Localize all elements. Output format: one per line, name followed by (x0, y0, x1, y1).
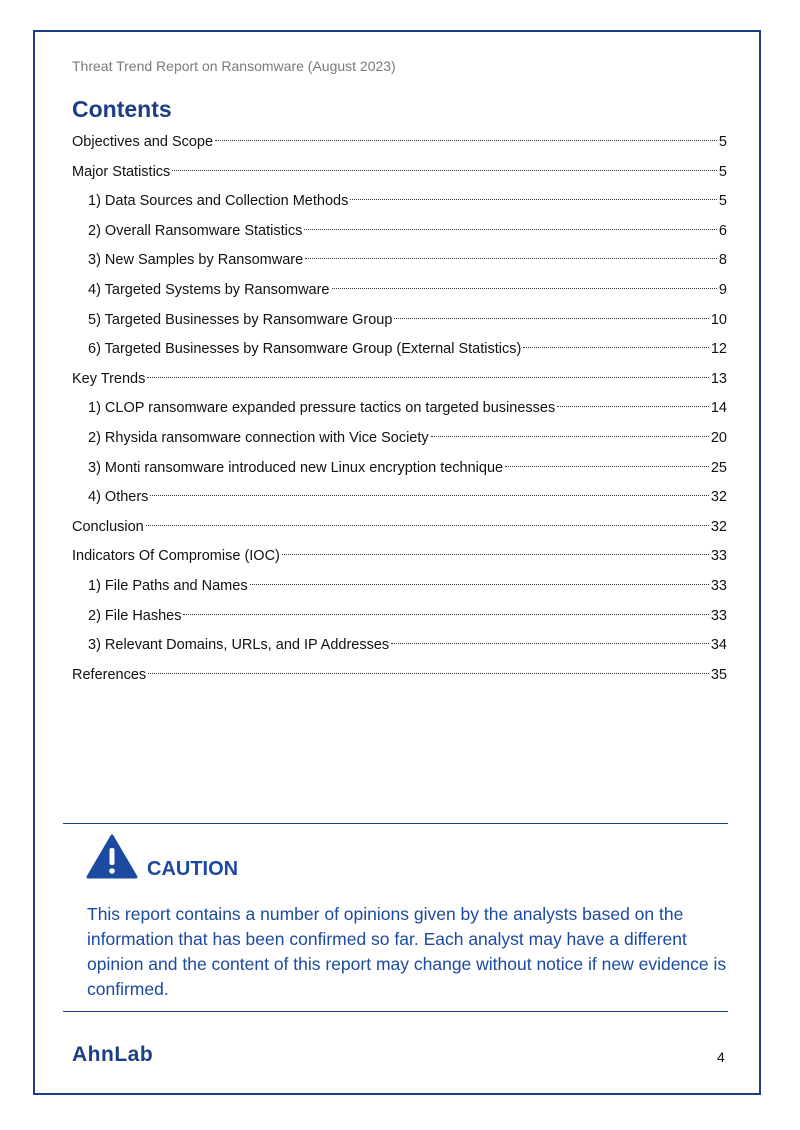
toc-leader (304, 229, 717, 230)
toc-label: 2) File Hashes (88, 607, 182, 624)
toc-leader (147, 377, 709, 378)
toc-entry[interactable] (72, 542, 727, 572)
toc-label: Objectives and Scope (72, 134, 214, 150)
toc-leader (215, 140, 717, 141)
toc-entry[interactable] (72, 365, 727, 395)
toc-subentry[interactable] (72, 217, 727, 247)
toc-label: 4) Targeted Systems by Ransomware (88, 281, 330, 298)
toc-page-number: 33 (710, 577, 727, 594)
contents-title: Contents (72, 96, 172, 122)
caution-body-text: This report contains a number of opinions given by the analysts based on the information that has been confirmed so far. Each analyst may have a different opinion and the content of this report may change without notice if new evidence is confirmed. (87, 904, 727, 999)
toc-entry[interactable] (72, 513, 727, 543)
toc-label: 3) Relevant Domains, URLs, and IP Addresses (88, 637, 390, 654)
caution-bottom-divider (63, 1011, 728, 1012)
toc-entry[interactable] (72, 158, 727, 188)
toc-page-number: 32 (710, 489, 727, 506)
toc-label: Indicators Of Compromise (IOC) (72, 548, 280, 565)
toc-page-number: 20 (710, 429, 727, 446)
toc-label: Conclusion (72, 518, 144, 535)
caution-top-divider (63, 823, 728, 824)
toc-page-number: 32 (710, 518, 727, 535)
toc-subentry[interactable] (72, 276, 727, 306)
toc-subentry[interactable] (72, 483, 727, 513)
toc-subentry[interactable] (72, 631, 727, 661)
toc-leader (250, 584, 709, 585)
toc-leader (557, 406, 709, 407)
toc-page-number: 34 (710, 637, 727, 654)
toc-label: Key Trends (72, 370, 146, 387)
toc-label: 1) Data Sources and Collection Methods (88, 193, 349, 210)
toc-label: 5) Targeted Businesses by Ransomware Group (88, 311, 393, 328)
toc-label: 6) Targeted Businesses by Ransomware Group (External Statistics) (88, 341, 522, 358)
ahnlab-logo: AhnLab (72, 1043, 154, 1066)
toc-page-number: 12 (710, 341, 727, 358)
toc-subentry[interactable] (72, 394, 727, 424)
toc-label: 4) Others (88, 489, 149, 506)
toc-label: 3) New Samples by Ransomware (88, 252, 304, 269)
toc-page-number: 33 (710, 607, 727, 624)
toc-subentry[interactable] (72, 187, 727, 217)
toc-subentry[interactable] (72, 602, 727, 632)
toc-subentry[interactable] (72, 335, 727, 365)
toc-page-number: 5 (718, 193, 727, 210)
toc-label: References (72, 666, 147, 683)
toc-page-number: 10 (710, 311, 727, 328)
toc-leader (391, 643, 709, 644)
toc-page-number: 35 (710, 666, 727, 683)
toc-subentry[interactable] (72, 424, 727, 454)
toc-page-number: 9 (718, 281, 727, 298)
toc-page-number: 13 (710, 370, 727, 387)
toc-subentry[interactable] (72, 246, 727, 276)
toc-entry[interactable] (72, 661, 727, 691)
toc-leader (305, 258, 717, 259)
toc-page-number: 6 (718, 222, 727, 239)
toc-page-number: 5 (718, 134, 727, 150)
toc-subentry[interactable] (72, 454, 727, 484)
toc-label: Major Statistics (72, 163, 171, 180)
table-of-contents (72, 128, 727, 690)
toc-label: 1) File Paths and Names (88, 577, 248, 594)
toc-leader (394, 318, 708, 319)
page-number: 4 (717, 1049, 725, 1065)
toc-leader (148, 673, 709, 674)
toc-page-number: 14 (710, 400, 727, 417)
toc-page-number: 33 (710, 548, 727, 565)
toc-page-number: 8 (718, 252, 727, 269)
warning-triangle-icon (86, 834, 138, 880)
toc-label: 1) CLOP ransomware expanded pressure tactics on targeted businesses (88, 400, 556, 417)
toc-leader (505, 466, 709, 467)
toc-label: 2) Rhysida ransomware connection with Vice Society (88, 429, 429, 446)
toc-label: 3) Monti ransomware introduced new Linux encryption technique (88, 459, 504, 476)
toc-leader (150, 495, 708, 496)
toc-leader (332, 288, 717, 289)
toc-leader (172, 170, 717, 171)
toc-leader (146, 525, 709, 526)
report-header: Threat Trend Report on Ransomware (August 2023) (72, 58, 396, 74)
toc-leader (350, 199, 717, 200)
toc-entry[interactable] (72, 128, 727, 158)
toc-page-number: 5 (718, 163, 727, 180)
caution-title: CAUTION (147, 858, 239, 880)
toc-page-number: 25 (710, 459, 727, 476)
toc-subentry[interactable] (72, 306, 727, 336)
toc-leader (282, 554, 709, 555)
toc-leader (523, 347, 709, 348)
toc-label: 2) Overall Ransomware Statistics (88, 222, 303, 239)
toc-leader (183, 614, 708, 615)
toc-subentry[interactable] (72, 572, 727, 602)
toc-leader (431, 436, 709, 437)
